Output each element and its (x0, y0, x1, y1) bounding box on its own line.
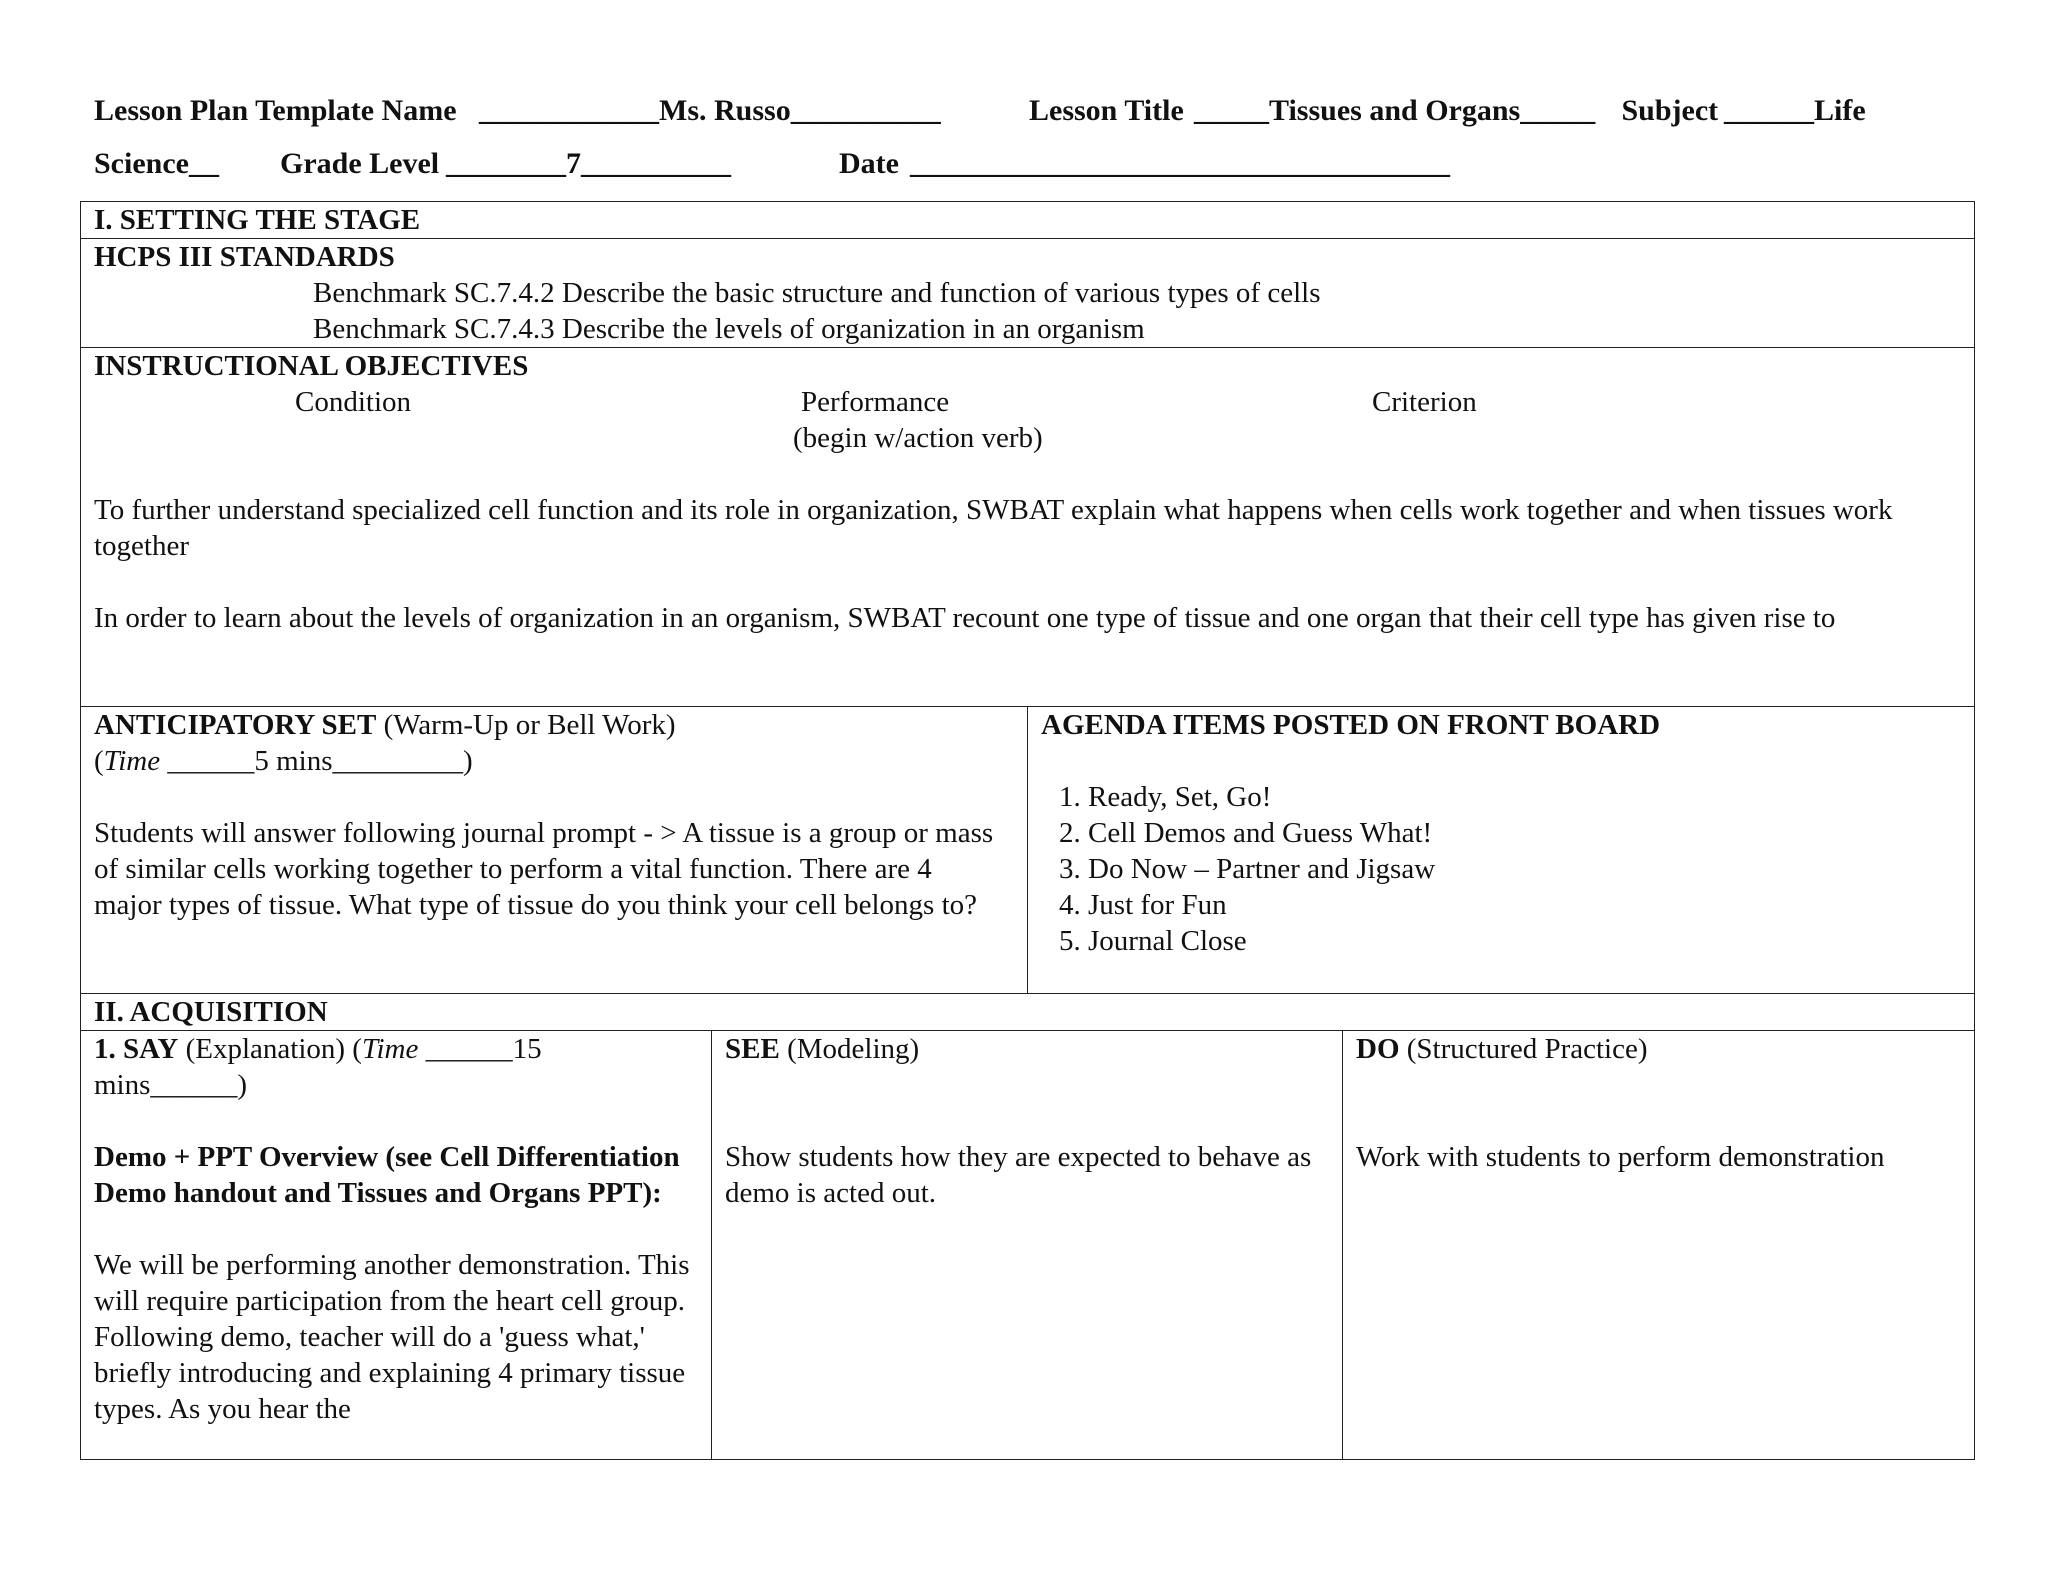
criterion-label: Criterion (1372, 386, 1477, 418)
setting-stage-heading: I. SETTING THE STAGE (81, 202, 1975, 239)
standards-cell (81, 239, 1975, 348)
name-value: ____________Ms. Russo__________ (479, 94, 941, 127)
objectives-cell (81, 348, 1975, 707)
see-heading: SEE (Modeling) (725, 1033, 920, 1065)
do-body: Work with students to perform demonstration (1356, 1141, 1885, 1173)
name-label: Lesson Plan Template Name (94, 94, 465, 127)
do-cell (1343, 1031, 1975, 1460)
agenda-item: 4. Just for Fun (1088, 887, 1961, 923)
benchmark-1: Benchmark SC.7.4.2 Describe the basic structure and function of various types of cells (313, 277, 1321, 309)
agenda-heading: AGENDA ITEMS POSTED ON FRONT BOARD (1041, 709, 1661, 741)
date-label: Date (839, 147, 907, 180)
lesson-title-label: Lesson Title (1029, 94, 1192, 127)
say-body: We will be performing another demonstration. This will require participation from the heart cell group. Following demo, teacher will do a 'guess what,' briefly introducing and explaining 4 primary tissue types. As you hear the (94, 1249, 690, 1425)
anticipatory-body: Students will answer following journal prompt - > A tissue is a group or mass of similar cells working together to perform a vital function. There are 4 major types of tissue. What type of tissue do you think your cell belongs to? (94, 817, 994, 921)
agenda-item: 1. Ready, Set, Go! (1088, 779, 1961, 815)
grade-level-label: Grade Level (280, 147, 447, 180)
grade-level-value: ________7__________ (446, 147, 731, 180)
objectives-heading: INSTRUCTIONAL OBJECTIVES (94, 350, 529, 382)
subject-value-cont: Science__ (94, 147, 219, 180)
lesson-title-value: _____Tissues and Organs_____ (1194, 94, 1596, 127)
do-heading: DO (Structured Practice) (1356, 1033, 1648, 1065)
objective-1: To further understand specialized cell function and its role in organization, SWBAT explain what happens when cells work together and when tissues work together (94, 494, 1893, 562)
agenda-list (1041, 779, 1961, 959)
condition-label: Condition (295, 386, 412, 418)
agenda-item: 2. Cell Demos and Guess What! (1088, 815, 1961, 851)
lesson-plan-table (80, 201, 1975, 1460)
agenda-cell (1028, 707, 1975, 994)
date-value: ____________________________________ (910, 147, 1450, 180)
objective-2: In order to learn about the levels of organization in an organism, SWBAT recount one type of tissue and one organ that their cell type has given rise to (94, 602, 1836, 634)
see-body: Show students how they are expected to behave as demo is acted out. (725, 1141, 1312, 1209)
anticipatory-heading: ANTICIPATORY SET (Warm-Up or Bell Work) (94, 709, 676, 741)
agenda-item: 3. Do Now – Partner and Jigsaw (1088, 851, 1961, 887)
anticipatory-set-cell (81, 707, 1028, 994)
say-subheading: Demo + PPT Overview (see Cell Differentiation Demo handout and Tissues and Organs PPT): (94, 1141, 680, 1209)
anticipatory-time: (Time ______5 mins_________) (94, 745, 473, 777)
acquisition-heading: II. ACQUISITION (81, 994, 1975, 1031)
benchmark-2: Benchmark SC.7.4.3 Describe the levels of organization in an organism (313, 313, 1145, 345)
performance-label: Performance (801, 386, 950, 418)
standards-heading: HCPS III STANDARDS (94, 241, 395, 273)
objective-columns (94, 384, 1961, 456)
agenda-item: 5. Journal Close (1088, 923, 1961, 959)
see-cell (712, 1031, 1343, 1460)
subject-value: ______Life (1724, 94, 1866, 127)
performance-note: (begin w/action verb) (793, 422, 1043, 454)
subject-label: Subject (1614, 94, 1726, 127)
say-heading: 1. SAY (Explanation) (Time ______15 mins______) (94, 1033, 542, 1101)
say-cell (81, 1031, 712, 1460)
